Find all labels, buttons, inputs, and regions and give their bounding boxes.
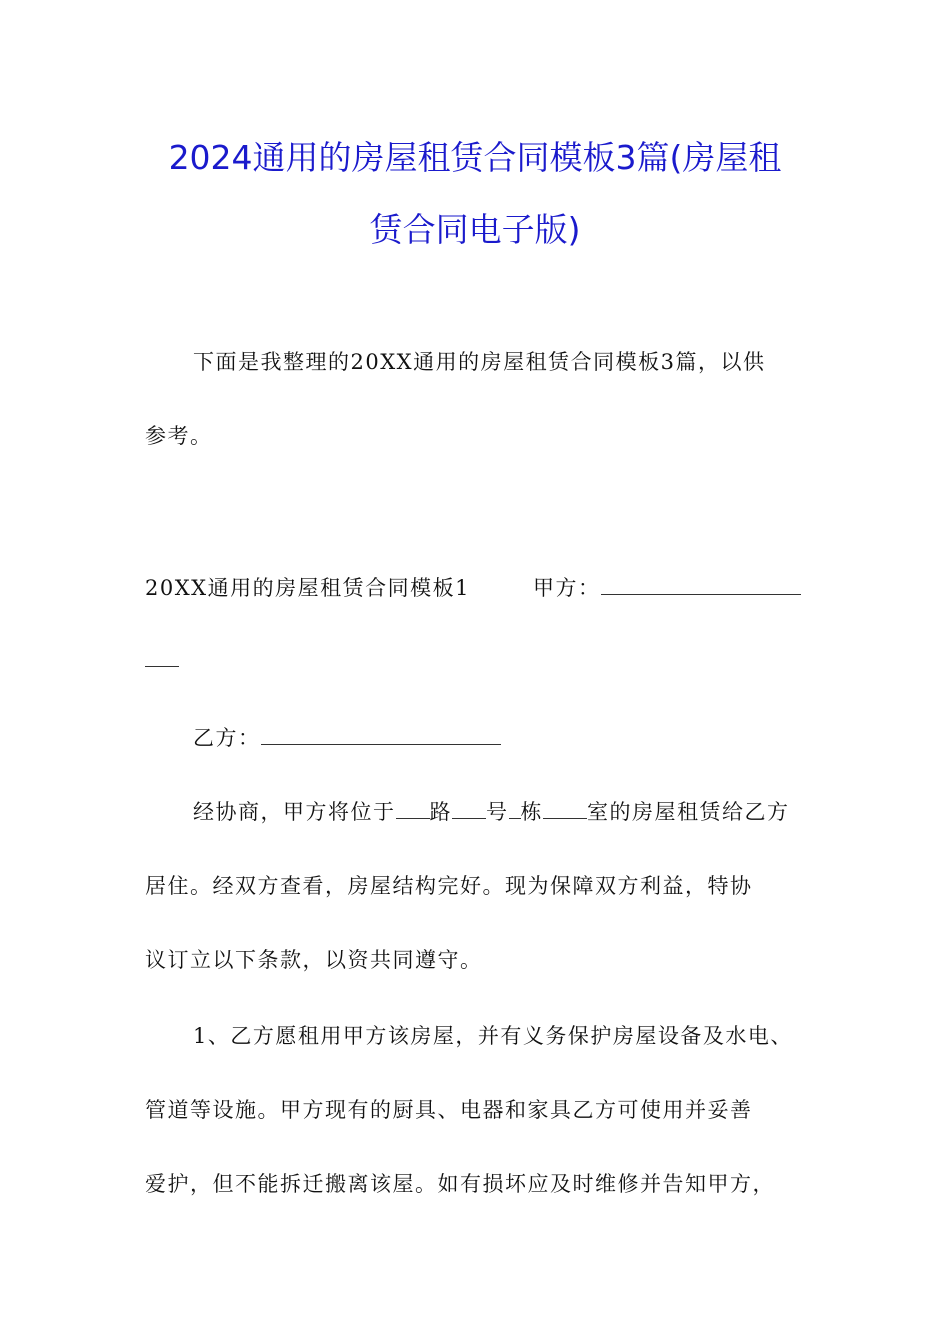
text-segment: 经协商，甲方将位于 — [193, 800, 396, 824]
section-heading: 20XX通用的房屋租赁合同模板1 — [145, 576, 470, 600]
intro-paragraph-line-1: 下面是我整理的20XX通用的房屋租赁合同模板3篇，以供 — [193, 350, 766, 374]
clause-intro-line-1 — [193, 796, 790, 826]
text-segment: 路 — [429, 800, 452, 824]
party-a-label — [533, 572, 801, 602]
room-blank — [543, 800, 587, 819]
text-segment: 号 — [486, 800, 509, 824]
clause-intro-line-3: 议订立以下条款，以资共同遵守。 — [145, 948, 483, 972]
clause-1-line-3: 爱护，但不能拆迁搬离该屋。如有损坏应及时维修并告知甲方， — [145, 1172, 775, 1196]
clause-intro-line-2: 居住。经双方查看，房屋结构完好。现为保障双方利益，特协 — [145, 874, 753, 898]
road-blank — [396, 800, 430, 819]
party-a-text: 甲方： — [533, 576, 601, 600]
document-title-line-2: 赁合同电子版) — [369, 210, 581, 249]
text-segment: 栋 — [520, 800, 543, 824]
party-b-label — [193, 722, 501, 752]
party-a-blank — [601, 576, 801, 595]
party-b-blank — [261, 726, 501, 745]
intro-paragraph-line-2: 参考。 — [145, 424, 213, 448]
number-blank — [452, 800, 486, 819]
text-segment: 室的房屋租赁给乙方 — [587, 800, 790, 824]
document-title-line-1: 2024通用的房屋租赁合同模板3篇(房屋租 — [168, 138, 782, 177]
clause-1-line-1: 1、乙方愿租用甲方该房屋，并有义务保护房屋设备及水电、 — [193, 1024, 793, 1048]
building-blank — [509, 800, 521, 819]
party-b-text: 乙方： — [193, 726, 261, 750]
party-a-blank-continued — [145, 648, 179, 672]
clause-1-line-2: 管道等设施。甲方现有的厨具、电器和家具乙方可使用并妥善 — [145, 1098, 753, 1122]
blank-continuation — [145, 648, 179, 667]
